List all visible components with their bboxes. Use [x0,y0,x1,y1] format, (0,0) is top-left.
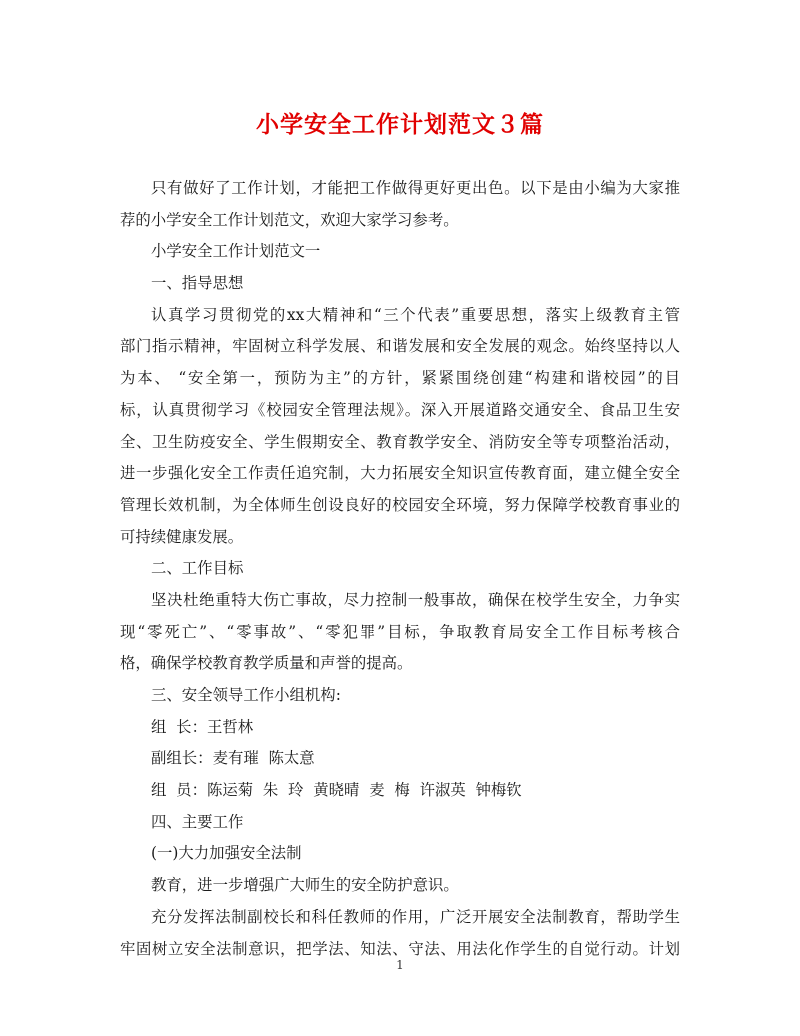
document-body [120,173,680,965]
body-line: 可持续健康发展。 [120,527,244,546]
body-line: 只有做好了工作计划，才能把工作做得更好更出色。以下是由小编为大家推 [151,179,680,197]
section-heading: 三、安全领导工作小组机构: [151,686,341,704]
body-line: 认真学习贯彻党的xx大精神和“三个代表”重要思想，落实上级教育主管 [151,305,680,324]
body-line: 坚决杜绝重特大伤亡事故，尽力控制一般事故，确保在校学生安全，力争实 [151,590,680,609]
body-line: 现“零死亡”、“零事故”、“零犯罪”目标，争取教育局安全工作目标考核合 [120,622,680,641]
body-line: 标，认真贯彻学习《校园安全管理法规》。深入开展道路交通安全、食品卫生安 [120,400,680,419]
body-line: 为本、 “安全第一，预防为主”的方针，紧紧围绕创建“构建和谐校园”的目 [120,369,680,388]
document-title: 小学安全工作计划范文３篇 [256,111,544,138]
section-heading: 四、主要工作 [151,812,244,831]
body-line: 教育，进一步增强广大师生的安全防护意识。 [151,876,459,895]
body-line: 部门指示精神，牢固树立科学发展、和谐发展和安全发展的观念。始终坚持以人 [120,337,680,356]
team-deputy-line: 副组长：麦有璀 陈太意 [151,749,315,768]
body-line: 全、卫生防疫安全、学生假期安全、教育教学安全、消防安全等专项整治活动， [120,432,680,451]
body-line: 荐的小学安全工作计划范文，欢迎大家学习参考。 [120,210,459,229]
body-line: 格，确保学校教育教学质量和声誉的提高。 [120,654,413,673]
team-leader-line: 组 长：王哲林 [151,717,254,736]
body-line: 进一步强化安全工作责任追究制，大力拓展安全知识宣传教育面，建立健全安全 [120,464,680,483]
team-members-line: 组 员：陈运菊 朱 玲 黄晓晴 麦 梅 许淑英 钟梅钦 [151,781,522,800]
body-line: 牢固树立安全法制意识，把学法、知法、守法、用法化作学生的自觉行动。计划 [120,939,680,958]
subsection-heading: (一)大力加强安全法制 [151,844,302,863]
section-heading: 小学安全工作计划范文一 [151,242,321,261]
body-line: 充分发挥法制副校长和科任教师的作用，广泛开展安全法制教育，帮助学生 [151,907,680,926]
page-number: 1 [396,958,404,972]
section-heading: 二、工作目标 [151,559,244,578]
section-heading: 一、指导思想 [151,274,244,293]
body-line: 管理长效机制，为全体师生创设良好的校园安全环境，努力保障学校教育事业的 [120,495,680,514]
